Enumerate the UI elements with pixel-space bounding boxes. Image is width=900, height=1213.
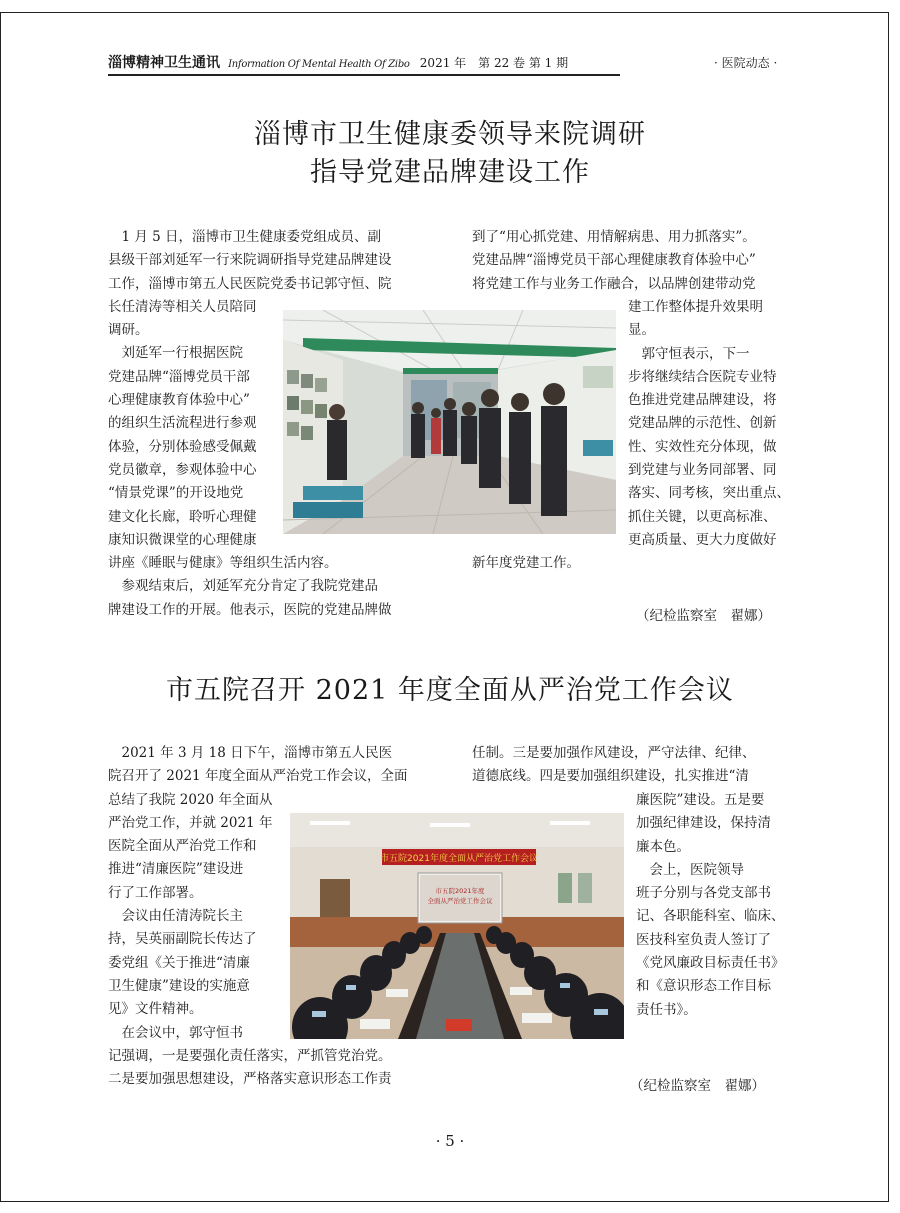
paragraph-line: 记强调，一是要强化责任落实，严抓管党治党。: [108, 1047, 392, 1064]
meeting-photo: [290, 813, 624, 1039]
page-number: · 5 ·: [435, 1132, 465, 1150]
section-tag: · 医院动态 ·: [714, 56, 778, 70]
paragraph-line: 心理健康教育体验中心”: [108, 392, 250, 409]
article1-title-line1: 淄博市卫生健康委领导来院调研: [254, 119, 646, 150]
article2-signoff: （纪检监察室 翟娜）: [630, 1078, 765, 1094]
paragraph-line: 显。: [628, 322, 655, 339]
article1-right-column-end: [472, 552, 792, 575]
paragraph-line: 到了“用心抓党建、用情解病患、用力抓落实”。: [472, 229, 756, 245]
page-frame-top: [0, 12, 888, 13]
paragraph-line: 调研。: [108, 322, 149, 339]
paragraph-line: 性、实效性充分体现，做: [628, 438, 777, 455]
paragraph-line: 卫生健康”建设的实施意: [108, 977, 250, 994]
paragraph-line: 推进“清廉医院”建设进: [108, 861, 244, 878]
paragraph-line: 抓住关键，以更高标准、: [628, 508, 777, 525]
paragraph-line: 行了工作部署。: [108, 884, 203, 901]
paragraph-line: 参观结束后，刘延军充分肯定了我院党建品: [108, 578, 378, 595]
paragraph-line: 二是要加强思想建设，严格落实意识形态工作责: [108, 1071, 392, 1088]
paragraph-line: 在会议中，郭守恒书: [108, 1024, 243, 1041]
visit-photo-illustration: [283, 310, 616, 534]
paragraph-line: 将党建工作与业务工作融合，以品牌创建带动党: [472, 275, 756, 292]
paragraph-line: 体验，分别体验感受佩戴: [108, 438, 257, 455]
paragraph-line: 院召开了 2021 年度全面从严治党工作会议，全面: [108, 768, 408, 785]
article1-right-column-top: [472, 226, 792, 296]
paragraph-line: 医技科室负责人签订了: [636, 931, 771, 948]
paragraph-line: 任制。三是要加强作风建设，严守法律、纪律、: [472, 745, 756, 761]
paragraph-line: 党建品牌的示范性、创新: [628, 415, 777, 432]
paragraph-line: 建文化长廊，聆听心理健: [108, 508, 257, 525]
journal-title: 淄博精神卫生通讯: [108, 55, 220, 71]
paragraph-line: 色推进党建品牌建设，将: [628, 392, 777, 409]
photo-banner-text: 市五院2021年度全面从严治党工作会议: [380, 854, 538, 864]
paragraph-line: 班子分别与各党支部书: [636, 885, 771, 902]
paragraph-line: 讲座《睡眠与健康》等组织生活内容。: [108, 555, 338, 572]
journal-english-title: Information Of Mental Health Of Zibo: [228, 59, 410, 70]
paragraph-line: 党建品牌“淄博党员干部心理健康教育体验中心”: [472, 252, 756, 269]
paragraph-line: 《党风廉政目标责任书》: [636, 955, 785, 972]
article2-title: 市五院召开 2021 年度全面从严治党工作会议: [166, 675, 734, 706]
paragraph-line: 1 月 5 日，淄博市卫生健康委党组成员、副: [108, 229, 382, 245]
paragraph-line: 的组织生活流程进行参观: [108, 415, 257, 432]
issue-info: 2021 年 第 22 卷 第 1 期: [419, 56, 569, 70]
paragraph-line: 2021 年 3 月 18 日下午，淄博市第五人民医: [108, 745, 393, 761]
paragraph-line: 加强纪律建设，保持清: [636, 815, 771, 832]
article1-right-column-wrap: [628, 296, 793, 552]
paragraph-line: 更高质量、更大力度做好: [628, 531, 777, 548]
paragraph-line: 到党建与业务同部署、同: [628, 462, 777, 479]
paragraph-line: 会议由任清涛院长主: [108, 908, 243, 925]
running-header: [108, 52, 620, 76]
paragraph-line: 党员徽章，参观体验中心: [108, 461, 257, 478]
paragraph-line: “情景党课”的开设地党: [108, 485, 244, 502]
paragraph-line: 长任清涛等相关人员陪同: [108, 298, 257, 315]
paragraph-line: 见》文件精神。: [108, 1001, 203, 1018]
paragraph-line: 廉医院”建设。五是要: [636, 792, 765, 808]
paragraph-line: 道德底线。四是要加强组织建设，扎实推进“清: [472, 768, 749, 785]
paragraph-line: 责任书》。: [636, 1001, 697, 1018]
paragraph-line: 落实、同考核，突出重点、: [628, 485, 790, 502]
article2-right-column-wrap: [636, 789, 796, 1022]
paragraph-line: 牌建设工作的开展。他表示，医院的党建品牌做: [108, 601, 392, 618]
article1-title-line2: 指导党建品牌建设工作: [310, 157, 590, 188]
paragraph-line: 步将继续结合医院专业特: [628, 368, 777, 385]
paragraph-line: 刘延军一行根据医院: [108, 345, 243, 362]
visit-photo: [283, 310, 616, 534]
paragraph-line: 记、各职能科室、临床、: [636, 908, 785, 925]
paragraph-line: 医院全面从严治党工作和: [108, 838, 257, 855]
meeting-photo-illustration: [290, 813, 624, 1039]
paragraph-line: 持，吴英丽副院长传达了: [108, 931, 257, 948]
paragraph-line: 工作，淄博市第五人民医院党委书记郭守恒、院: [108, 275, 392, 292]
photo-screen-line2: 全面从严治党工作会议: [427, 897, 493, 905]
paragraph-line: 严治党工作，并就 2021 年: [108, 814, 273, 831]
paragraph-line: 党建品牌“淄博党员干部: [108, 368, 250, 385]
paragraph-line: 委党组《关于推进“清廉: [108, 954, 250, 971]
paragraph-line: 郭守恒表示，下一: [628, 345, 750, 362]
article2-right-column-top: [472, 742, 792, 789]
paragraph-line: 和《意识形态工作目标: [636, 978, 771, 995]
article1-signoff: （纪检监察室 翟娜）: [636, 608, 771, 624]
paragraph-line: 建工作整体提升效果明: [628, 299, 763, 315]
page-frame-bottom: [0, 1201, 888, 1202]
photo-screen-line1: 市五院2021年度: [435, 887, 485, 895]
paragraph-line: 廉本色。: [636, 838, 690, 855]
paragraph-line: 康知识微课堂的心理健康: [108, 531, 257, 548]
paragraph-line: 会上，医院领导: [636, 861, 744, 878]
paragraph-line: 县级干部刘延军一行来院调研指导党建品牌建设: [108, 252, 392, 269]
paragraph-line: 新年度党建工作。: [472, 555, 580, 571]
paragraph-line: 总结了我院 2020 年全面从: [108, 791, 273, 808]
